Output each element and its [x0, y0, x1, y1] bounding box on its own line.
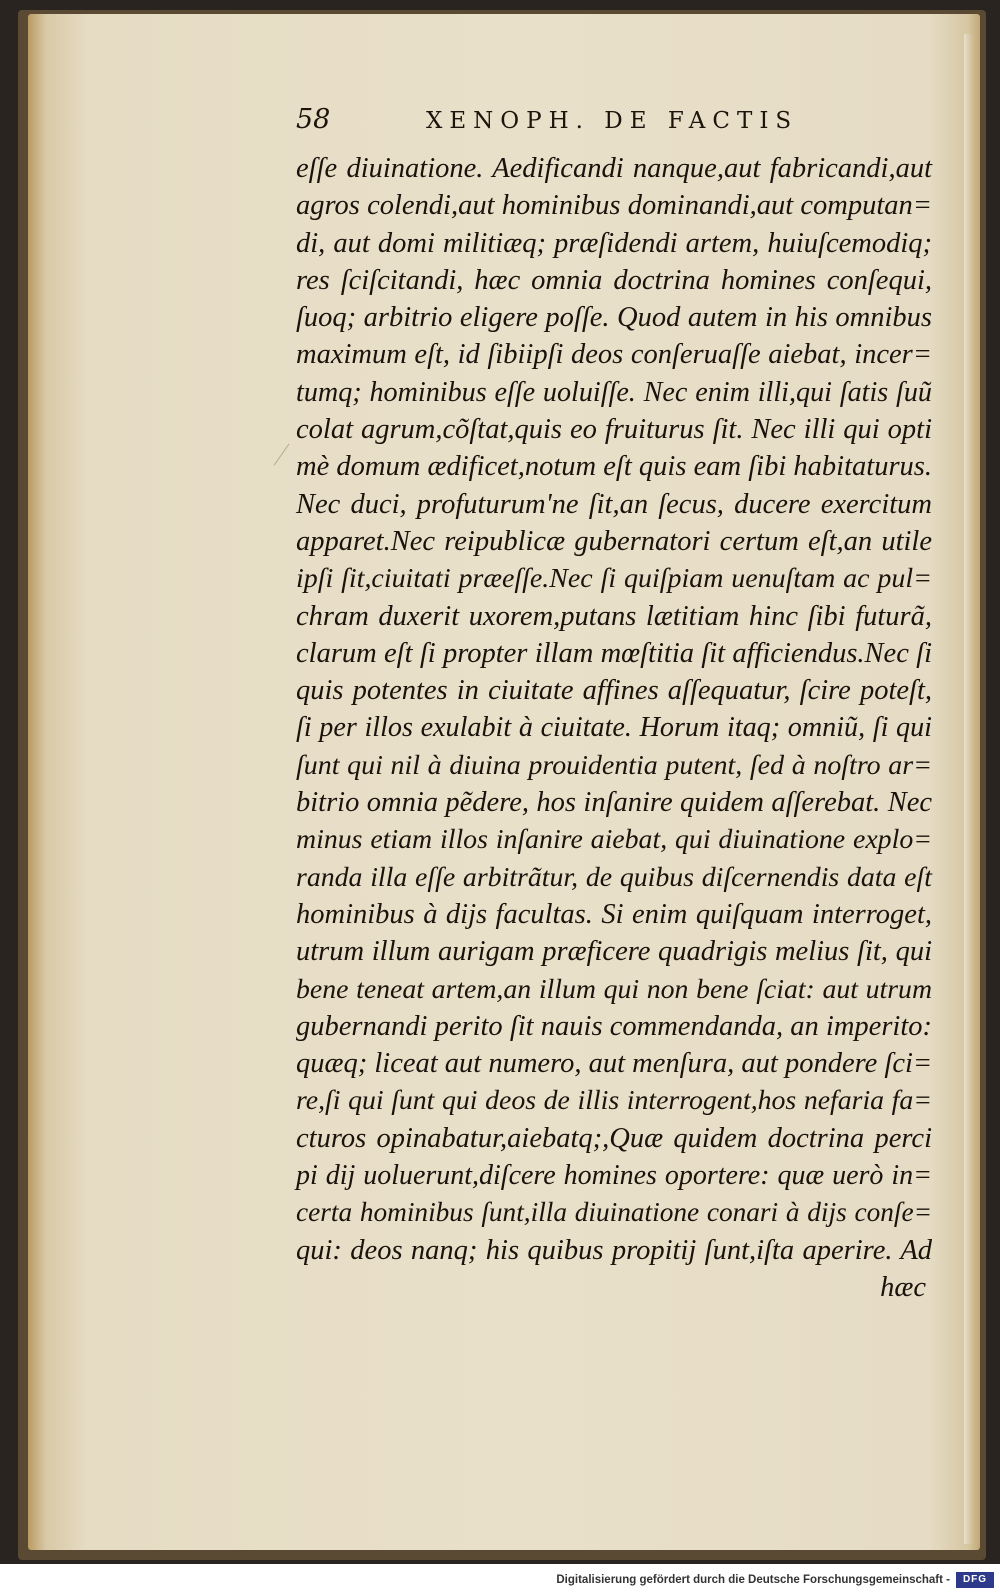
text-line: ipſi ſit,ciuitati præeſſe.Nec ſi quiſpiam uenuſtam ac pul=: [296, 563, 932, 595]
text-line: Nec duci, profuturum'ne ſit,an ſecus, ducere exercitum: [296, 488, 932, 520]
footer-bar: [0, 1564, 1000, 1596]
text-line: qui: deos nanq; his quibus propitij ſunt,iſta aperire. Ad: [296, 1234, 932, 1266]
dfg-logo: DFG: [956, 1572, 994, 1588]
text-line: clarum eſt ſi propter illam mœſtitia ſit afficiendus.Nec ſi: [296, 637, 932, 669]
text-line: chram duxerit uxorem,putans lætitiam hinc ſibi futurã,: [296, 600, 932, 632]
text-line: minus etiam illos inſanire aiebat, qui diuinatione explo=: [296, 824, 932, 856]
text-line: ſunt qui nil à diuina prouidentia putent, ſed à noſtro ar=: [296, 749, 932, 781]
text-line: utrum illum aurigam præficere quadrigis melius ſit, qui: [296, 936, 932, 968]
text-line: eſſe diuinatione. Aedificandi nanque,aut fabricandi,aut: [296, 153, 932, 184]
text-line: apparet.Nec reipublicæ gubernatori certum eſt,an utile: [296, 525, 932, 557]
page-number: 58: [296, 104, 331, 135]
catchword: hæc: [880, 1271, 926, 1303]
text-line: bitrio omnia pẽdere, hos inſanire quidem aſſerebat. Nec: [296, 787, 932, 819]
text-line: gubernandi perito ſit nauis commendanda, an imperito:: [296, 1010, 932, 1042]
text-line: colat agrum,cõſtat,quis eo fruiturus ſit. Nec illi qui opti: [296, 414, 932, 446]
text-line: tumq; hominibus eſſe uoluiſſe. Nec enim illi,qui ſatis ſuũ: [296, 376, 932, 408]
text-line: randa illa eſſe arbitrãtur, de quibus diſcernendis data eſt: [296, 861, 932, 893]
text-line: re,ſi qui ſunt qui deos de illis interrogent,hos nefaria fa=: [296, 1085, 932, 1117]
text-line: di, aut domi militiæq; præſidendi artem, huiuſcemodiq;: [296, 227, 932, 259]
text-line: res ſciſcitandi, hæc omnia doctrina homines conſequi,: [296, 264, 932, 296]
text-line: pi dij uoluerunt,diſcere homines oportere: quæ uerò in=: [296, 1160, 932, 1192]
text-line: ſuoq; arbitrio eligere poſſe. Quod autem in his omnibus: [296, 302, 932, 334]
text-line: mè domum ædificet,notum eſt quis eam ſibi habitaturus.: [296, 451, 932, 483]
text-line: hominibus à dijs facultas. Si enim quiſquam interroget,: [296, 898, 932, 930]
text-line: bene teneat artem,an illum qui non bene ſciat: aut utrum: [296, 973, 932, 1005]
funding-credit: Digitalisierung gefördert durch die Deutsche Forschungsgemeinschaft -: [556, 1574, 950, 1586]
text-line: maximum eſt, id ſibiipſi deos conſeruaſſe aiebat, incer=: [296, 339, 932, 371]
page-fore-edge: [964, 34, 974, 1544]
text-line: quæq; liceat aut numero, aut menſura, aut pondere ſci=: [296, 1048, 933, 1080]
running-title: XENOPH. DE FACTIS: [426, 108, 799, 134]
text-line: ſi per illos exulabit à ciuitate. Horum itaq; omniũ, ſi qui: [296, 712, 932, 744]
text-line: cturos opinabatur,aiebatq;,Quæ quidem doctrina perci: [296, 1122, 932, 1154]
text-line: quis potentes in ciuitate affines aſſequatur, ſcire poteſt,: [296, 675, 932, 707]
text-line: agros colendi,aut hominibus dominandi,aut computan=: [296, 190, 932, 222]
text-line: certa hominibus ſunt,illa diuinatione conari à dijs conſe=: [296, 1197, 932, 1228]
body-text: [296, 150, 932, 1306]
page-header: [296, 104, 836, 144]
